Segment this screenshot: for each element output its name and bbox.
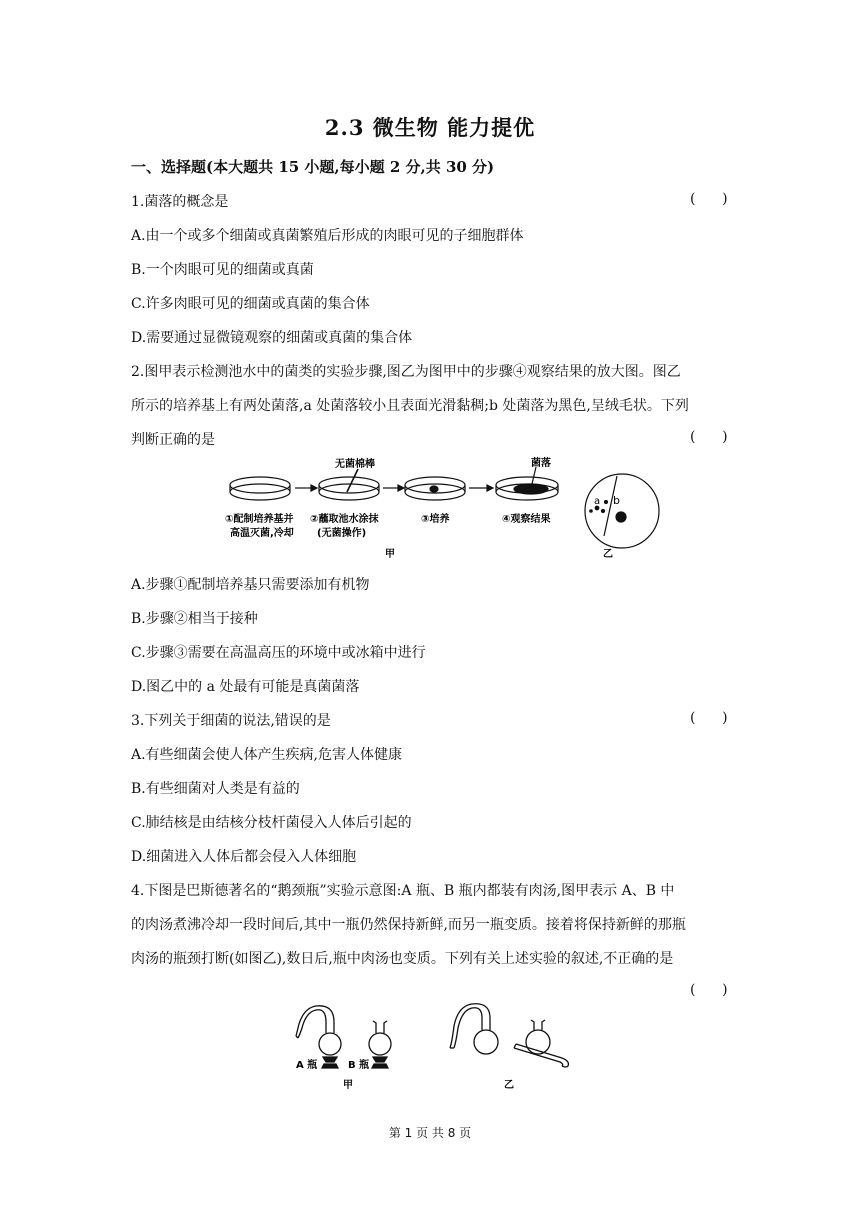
page-footer: 第 1 页 共 8 页 <box>388 1126 472 1140</box>
q1-option-a: A.由一个或多个细菌或真菌繁殖后形成的肉眼可见的子细胞群体 <box>131 228 524 244</box>
q1-answer-blank: ( ) <box>690 191 728 207</box>
q4-stem-line1: 4.下图是巴斯德著名的“鹅颈瓶”实验示意图:A 瓶、B 瓶内都装有肉汤,图甲表示 A、B 中 <box>131 883 675 899</box>
step1-label-line1: ①配制培养基并 <box>225 514 294 525</box>
petri-dish-top-view <box>585 474 659 548</box>
step2-label-line1: ②蘸取池水涂抹 <box>310 514 379 525</box>
q4-answer-blank: ( ) <box>690 982 728 998</box>
q3-option-a: A.有些细菌会使人体产生疾病,危害人体健康 <box>131 747 403 763</box>
flask-yi-1 <box>474 1030 498 1054</box>
q1-stem: 1.菌落的概念是 <box>131 194 229 210</box>
q1-option-c: C.许多肉眼可见的细菌或真菌的集合体 <box>131 296 370 312</box>
mark-b: b <box>613 494 620 507</box>
q2-option-d: D.图乙中的 a 处最有可能是真菌菌落 <box>131 679 360 695</box>
swan-neck-flask-figure <box>290 1002 580 1094</box>
cotton-swab <box>347 469 358 492</box>
caption-yi-2: 乙 <box>504 1080 514 1091</box>
q2-option-a: A.步骤①配制培养基只需要添加有机物 <box>131 577 370 593</box>
petri-dish-1 <box>230 477 290 493</box>
q4-stem-line3: 肉汤的瓶颈打断(如图乙),数日后,瓶中肉汤也变质。下列有关上述实验的叙述,不正确的是 <box>131 951 674 967</box>
mark-a: a <box>594 496 601 507</box>
page-title: 2.3 微生物 能力提优 <box>324 115 536 140</box>
flask-b <box>369 1033 391 1055</box>
q3-option-d: D.细菌进入人体后都会侵入人体细胞 <box>131 849 357 865</box>
q3-option-b: B.有些细菌对人类是有益的 <box>131 781 300 797</box>
colony-blob <box>514 484 548 494</box>
q1-option-b: B.一个肉眼可见的细菌或真菌 <box>131 262 314 278</box>
petri-dish-figure <box>225 456 665 564</box>
q2-option-b: B.步骤②相当于接种 <box>131 611 258 627</box>
q3-option-c: C.肺结核是由结核分枝杆菌侵入人体后引起的 <box>131 815 412 831</box>
q2-answer-blank: ( ) <box>690 429 728 445</box>
label-flask-a: A 瓶 <box>296 1060 318 1071</box>
q2-option-c: C.步骤③需要在高温高压的环境中或冰箱中进行 <box>131 645 426 661</box>
label-sterile-swab: 无菌棉棒 <box>335 459 375 470</box>
q3-answer-blank: ( ) <box>690 710 728 726</box>
section-heading: 一、选择题(本大题共 15 小题,每小题 2 分,共 30 分) <box>131 158 495 176</box>
petri-dish-2 <box>319 477 379 493</box>
step1-label-line2: 高温灭菌,冷却 <box>230 528 294 539</box>
colony-b-dot <box>616 512 626 522</box>
caption-jia-2: 甲 <box>343 1080 353 1091</box>
caption-jia: 甲 <box>385 549 395 560</box>
burner-b <box>373 1057 387 1062</box>
q2-stem-line3: 判断正确的是 <box>131 432 215 448</box>
q3-stem: 3.下列关于细菌的说法,错误的是 <box>131 713 331 729</box>
q1-option-d: D.需要通过显微镜观察的细菌或真菌的集合体 <box>131 330 413 346</box>
q4-stem-line2: 的肉汤煮沸冷却一段时间后,其中一瓶仍然保持新鲜,而另一瓶变质。接着将保持新鲜的那瓶 <box>131 917 686 933</box>
label-flask-b: B 瓶 <box>348 1060 370 1071</box>
q2-stem-line1: 2.图甲表示检测池水中的菌类的实验步骤,图乙为图甲中的步骤④观察结果的放大图。图乙 <box>131 364 681 380</box>
q2-stem-line2: 所示的培养基上有两处菌落,a 处菌落较小且表面光滑黏稠;b 处菌落为黑色,呈绒毛状。下列 <box>131 398 689 414</box>
label-colony: 菌落 <box>531 458 551 469</box>
burner-a <box>323 1057 337 1062</box>
step4-label: ④观察结果 <box>502 514 551 525</box>
step3-label: ③培养 <box>421 514 450 525</box>
broken-neck <box>514 1044 568 1067</box>
flask-a <box>319 1033 341 1055</box>
caption-yi: 乙 <box>603 549 613 560</box>
step2-label-line2: (无菌操作) <box>317 528 367 539</box>
